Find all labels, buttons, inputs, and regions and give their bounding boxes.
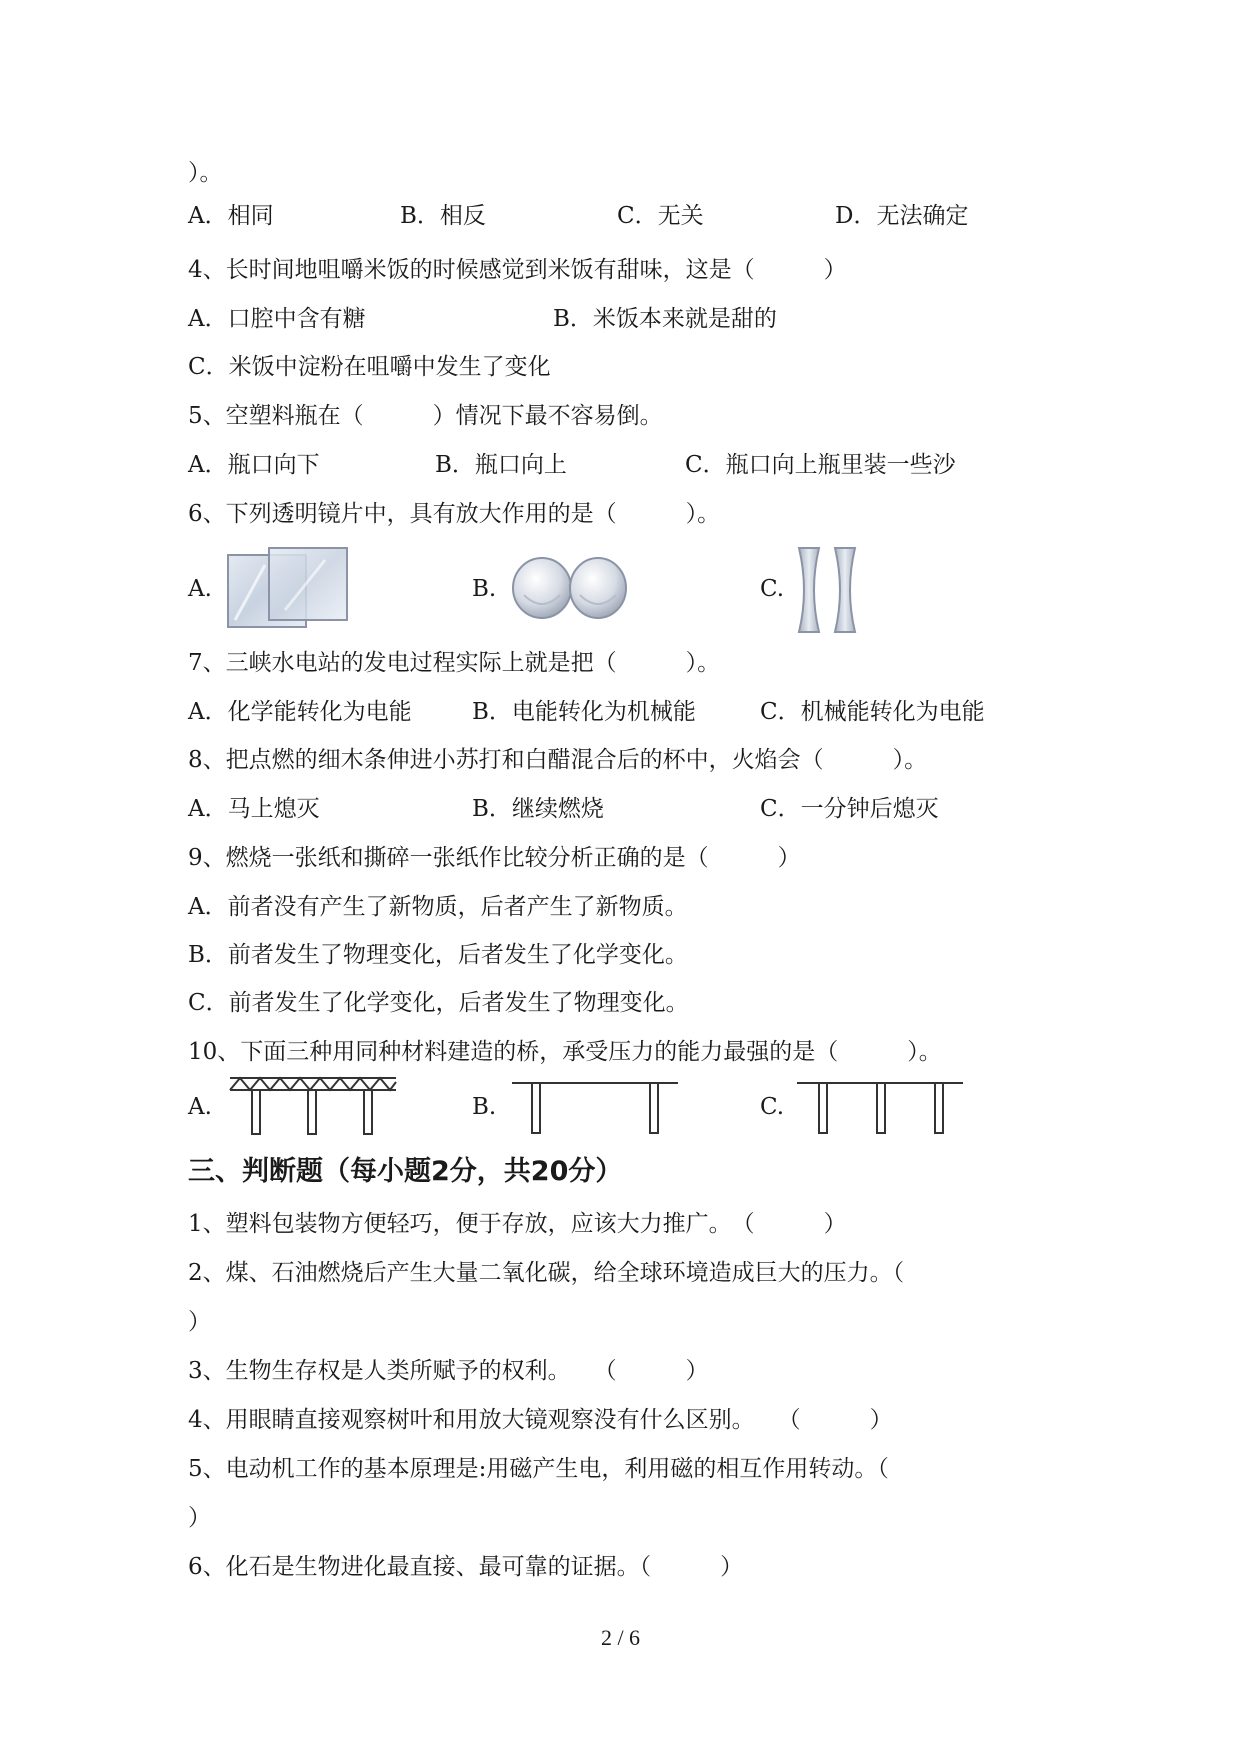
q4-stem: 4、长时间地咀嚼米饭的时候感觉到米饭有甜味，这是（ ） xyxy=(188,257,847,283)
q8-option-c: C．一分钟后熄灭 xyxy=(760,796,939,822)
q8-stem: 8、把点燃的细木条伸进小苏打和白醋混合后的杯中，火焰会（ ）。 xyxy=(188,747,928,773)
q3-option-a: A．相同 xyxy=(188,203,274,229)
q6-label-c: C. xyxy=(760,576,785,602)
q6-stem: 6、下列透明镜片中，具有放大作用的是（ ）。 xyxy=(188,501,721,527)
judgment-item-6: 6、化石是生物进化最直接、最可靠的证据。（ ） xyxy=(188,1554,744,1580)
q4-option-b: B．米饭本来就是甜的 xyxy=(553,306,777,332)
q7-stem: 7、三峡水电站的发电过程实际上就是把（ ）。 xyxy=(188,650,721,676)
concave-lens-figure xyxy=(795,545,865,635)
beam-bridge-three-piers-figure xyxy=(795,1080,965,1138)
judgment-item-2-cont: ） xyxy=(188,1309,211,1335)
q6-label-b: B. xyxy=(472,576,497,602)
q3-option-b: B．相反 xyxy=(400,203,486,229)
section-heading-judgment: 三、判断题（每小题2分，共20分） xyxy=(188,1156,623,1187)
q3-option-d: D．无法确定 xyxy=(835,203,969,229)
q4-option-c: C．米饭中淀粉在咀嚼中发生了变化 xyxy=(188,354,551,380)
q7-option-c: C．机械能转化为电能 xyxy=(760,699,985,725)
q3-tail: ）。 xyxy=(188,160,223,186)
q10-label-a: A. xyxy=(188,1094,212,1120)
q5-stem: 5、空塑料瓶在（ ）情况下最不容易倒。 xyxy=(188,403,663,429)
q4-option-a: A．口腔中含有糖 xyxy=(188,306,366,332)
judgment-item-4: 4、用眼睛直接观察树叶和用放大镜观察没有什么区别。 （ ） xyxy=(188,1407,893,1433)
q5-option-c: C．瓶口向上瓶里装一些沙 xyxy=(685,452,956,478)
q9-option-a: A．前者没有产生了新物质，后者产生了新物质。 xyxy=(188,894,688,920)
q10-label-c: C. xyxy=(760,1094,785,1120)
q7-option-a: A．化学能转化为电能 xyxy=(188,699,412,725)
judgment-item-1: 1、塑料包装物方便轻巧，便于存放，应该大力推广。 （ ） xyxy=(188,1211,847,1237)
judgment-item-2: 2、煤、石油燃烧后产生大量二氧化碳，给全球环境造成巨大的压力。（ xyxy=(188,1260,905,1286)
q5-option-a: A．瓶口向下 xyxy=(188,452,320,478)
judgment-item-5: 5、电动机工作的基本原理是:用磁产生电，利用磁的相互作用转动。（ xyxy=(188,1456,889,1482)
q3-option-c: C．无关 xyxy=(617,203,704,229)
q8-option-b: B．继续燃烧 xyxy=(472,796,604,822)
beam-bridge-two-piers-figure xyxy=(510,1080,680,1138)
q10-label-b: B. xyxy=(472,1094,497,1120)
q10-stem: 10、下面三种用同种材料建造的桥，承受压力的能力最强的是（ ）。 xyxy=(188,1039,942,1065)
q6-label-a: A. xyxy=(188,576,212,602)
q8-option-a: A．马上熄灭 xyxy=(188,796,320,822)
q5-option-b: B．瓶口向上 xyxy=(435,452,567,478)
page-number: 2 / 6 xyxy=(600,1625,641,1650)
flat-glass-figure xyxy=(225,545,355,630)
q9-option-b: B．前者发生了物理变化，后者发生了化学变化。 xyxy=(188,942,688,968)
judgment-item-5-cont: ） xyxy=(188,1505,211,1531)
q9-option-c: C．前者发生了化学变化，后者发生了物理变化。 xyxy=(188,990,689,1016)
truss-bridge-figure xyxy=(228,1075,398,1137)
q9-stem: 9、燃烧一张纸和撕碎一张纸作比较分析正确的是（ ） xyxy=(188,845,801,871)
judgment-item-3: 3、生物生存权是人类所赋予的权利。 （ ） xyxy=(188,1358,709,1384)
convex-lens-figure xyxy=(510,555,630,621)
q7-option-b: B．电能转化为机械能 xyxy=(472,699,696,725)
